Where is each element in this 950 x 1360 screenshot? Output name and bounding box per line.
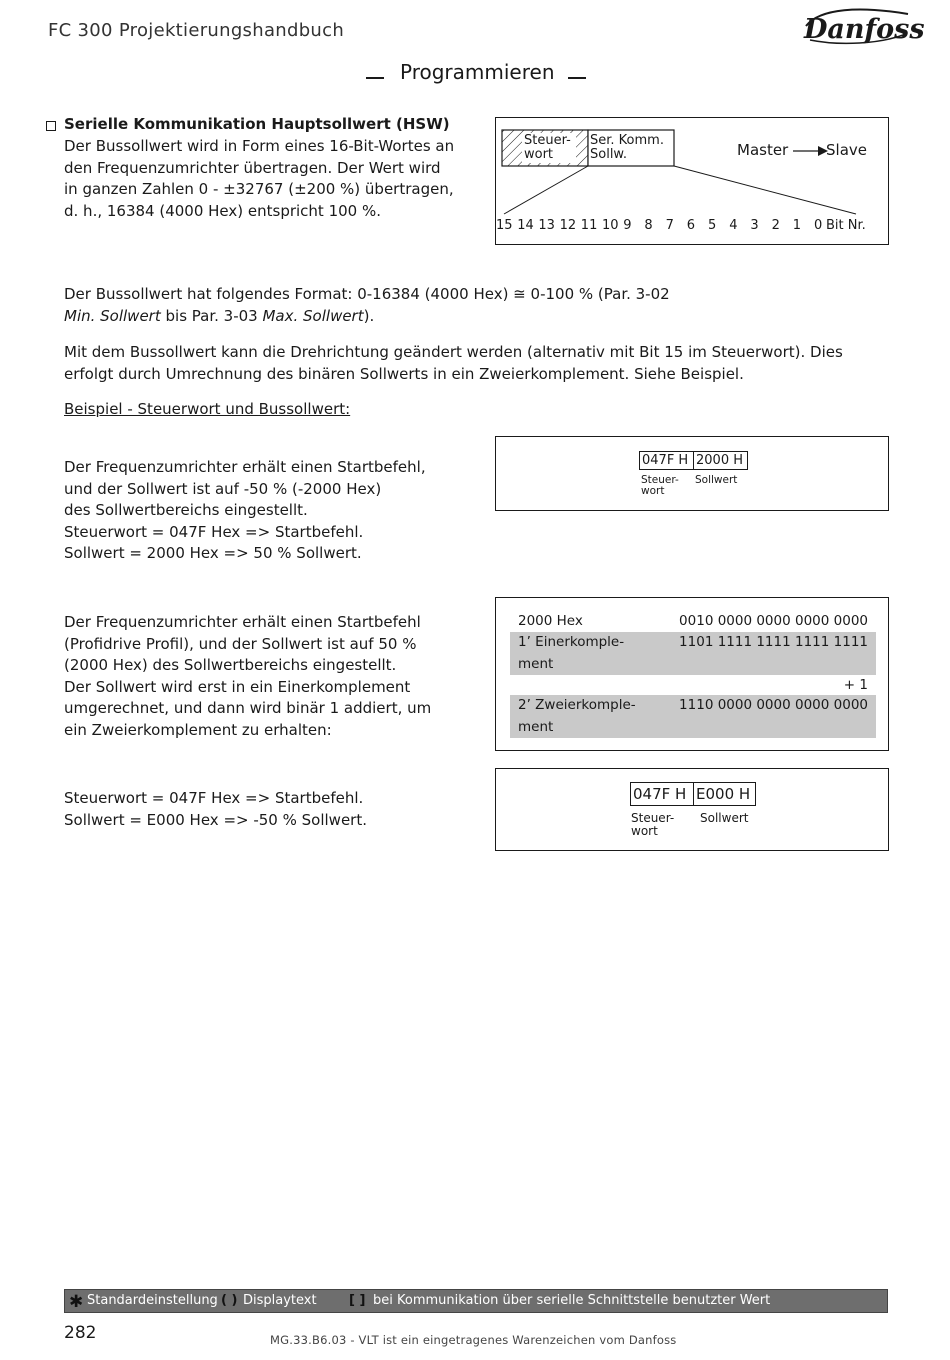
example-line: Steuerwort = 047F Hex => Startbefehl. [64, 522, 364, 541]
row-value: 1110 0000 0000 0000 0000 [679, 697, 868, 713]
caption-line: wort [641, 485, 665, 497]
row-value: + 1 [843, 677, 868, 693]
hsw-line: d. h., 16384 (4000 Hex) entspricht 100 %. [64, 201, 381, 220]
bit-number: 15 [496, 218, 513, 233]
example-line: Sollwert = 2000 Hex => 50 % Sollwert. [64, 544, 362, 563]
example-heading: Beispiel - Steuerwort und Bussollwert: [64, 400, 351, 418]
master-label: Master [737, 141, 789, 159]
legend-default: Standardeinstellung [87, 1293, 218, 1308]
bit-number: 11 [580, 218, 598, 233]
complement-table [495, 597, 889, 751]
example-line: Der Sollwert wird erst in ein Einerkomplement [64, 677, 411, 696]
hsw-line: in ganzen Zahlen 0 - ±32767 (±200 %) übertragen, [64, 180, 454, 199]
label-line: Ser. Komm. [590, 133, 664, 148]
caption-line: Steuer- [631, 811, 675, 825]
format-line-2 [64, 306, 670, 328]
bracket-symbol: [ ] [349, 1293, 366, 1308]
word-box-1 [495, 436, 889, 511]
table-row [510, 675, 876, 696]
format-line-1: Der Bussollwert hat folgendes Format: 0-16384 (4000 Hex) ≅ 0-100 % (Par. 3-02 [64, 285, 670, 303]
sollwert-value: 2000 H [693, 451, 748, 470]
row-label-line: ment [518, 718, 554, 735]
star-icon: ✱ [69, 1292, 84, 1312]
row-label: 2000 Hex [518, 613, 583, 629]
expand-line-left [504, 166, 588, 214]
row-label [518, 695, 636, 738]
hsw-line: Der Bussollwert wird in Form eines 16-Bit-Wortes an [64, 137, 455, 155]
row-label [518, 632, 624, 675]
bit-number: 0 [814, 218, 823, 233]
bit-word-diagram [495, 117, 889, 245]
row-label-line: ment [518, 655, 554, 672]
label-line: Steuer- [524, 133, 571, 148]
hsw-paragraph [64, 136, 454, 222]
expand-line-right [674, 166, 856, 214]
example-line: Der Frequenzumrichter erhält einen Startbefehl [64, 613, 421, 631]
row-value: 0010 0000 0000 0000 0000 [679, 613, 868, 629]
steuerwort-value: 047F H [639, 451, 694, 470]
danfoss-logo [800, 4, 925, 46]
caption-line: Steuer- [641, 474, 679, 486]
direction-line: erfolgt durch Umrechnung des binären Sollwerts in ein Zweierkomplement. Siehe Beispiel. [64, 364, 744, 383]
example-line: (2000 Hex) des Sollwertbereichs eingestellt. [64, 656, 397, 675]
table-row [510, 632, 876, 675]
bit-number: 4 [729, 218, 738, 233]
example-block-1 [64, 457, 426, 565]
format-paragraph [64, 284, 670, 327]
direction-paragraph [64, 342, 843, 385]
label-line: Sollw. [590, 147, 628, 162]
example-line: ein Zweierkomplement zu erhalten: [64, 720, 332, 739]
legend-serial: bei Kommunikation über serielle Schnittstelle benutzter Wert [373, 1293, 771, 1308]
section-title-rule-right [568, 77, 586, 79]
sollwert-caption: Sollwert [700, 811, 749, 825]
bit-nr-label: Bit Nr. [826, 218, 866, 233]
hsw-line: den Frequenzumrichter übertragen. Der Wert wird [64, 158, 441, 177]
param-max-name: Max. Sollwert [262, 306, 364, 325]
logo-text: Danfoss [804, 14, 925, 45]
example-line: Sollwert = E000 Hex => -50 % Sollwert. [64, 810, 367, 829]
bit-number: 3 [750, 218, 759, 233]
footer-note: MG.33.B6.03 - VLT ist ein eingetragenes Warenzeichen vom Danfoss [270, 1333, 677, 1347]
table-row [510, 695, 876, 738]
example-line: umgerechnet, und dann wird binär 1 addiert, um [64, 699, 432, 718]
bit-number: 2 [771, 218, 780, 233]
example-line: (Profidrive Profil), und der Sollwert ist auf 50 % [64, 634, 417, 653]
bit-number: 10 [602, 218, 619, 233]
bit-number: 8 [644, 218, 653, 233]
example-line: und der Sollwert ist auf -50 % (-2000 Hex) [64, 479, 382, 498]
row-label-line: 2’ Zweierkomple- [518, 697, 636, 713]
example-line: Der Frequenzumrichter erhält einen Startbefehl, [64, 458, 426, 476]
bit-number: 1 [792, 218, 802, 233]
steuerwort-caption [641, 475, 679, 497]
bit-number-row [496, 218, 888, 234]
section-title-rule-left [366, 77, 384, 79]
legend-bar [64, 1289, 888, 1313]
sollwert-value: E000 H [693, 782, 756, 806]
sollwert-caption: Sollwert [695, 474, 738, 486]
steuerwort-label [524, 134, 571, 162]
bit-number: 12 [559, 218, 577, 233]
format-line-2-mid: bis Par. 3-03 [160, 306, 263, 325]
format-line-2-end: ). [363, 306, 375, 325]
example-line: des Sollwertbereichs eingestellt. [64, 501, 308, 520]
document-title: FC 300 Projektierungshandbuch [48, 20, 345, 41]
word-cells-2 [630, 782, 760, 838]
bit-number: 14 [517, 218, 534, 233]
section-title: Programmieren [400, 60, 555, 84]
bit-number: 7 [665, 218, 674, 233]
word-cells-1 [639, 451, 749, 497]
bit-number: 13 [538, 218, 555, 233]
bit-number: 6 [686, 218, 696, 233]
bit-number: 9 [623, 218, 632, 233]
example-block-2 [64, 612, 431, 742]
paren-symbol: ( ) [221, 1293, 238, 1308]
caption-line: wort [631, 824, 658, 838]
page-number: 282 [64, 1323, 97, 1343]
steuerwort-caption [631, 812, 674, 838]
word-box-2 [495, 768, 889, 851]
steuerwort-value: 047F H [630, 782, 694, 806]
legend-display-text: Displaytext [243, 1293, 317, 1308]
example-block-3 [64, 788, 367, 831]
hsw-heading: Serielle Kommunikation Hauptsollwert (HSW) [64, 115, 450, 133]
direction-line: Mit dem Bussollwert kann die Drehrichtung geändert werden (alternativ mit Bit 15 im Steuerwort). Dies [64, 343, 843, 361]
bit-number: 5 [708, 218, 717, 233]
bullet-square-icon [46, 121, 56, 131]
param-min-name: Min. Sollwert [64, 306, 161, 325]
row-value: 1101 1111 1111 1111 1111 [679, 634, 868, 650]
row-label-line: 1’ Einerkomple- [518, 634, 625, 650]
table-row [510, 611, 876, 632]
slave-label: Slave [826, 141, 867, 159]
example-line: Steuerwort = 047F Hex => Startbefehl. [64, 789, 364, 807]
label-line: wort [524, 147, 554, 162]
sollwert-label [590, 134, 664, 162]
